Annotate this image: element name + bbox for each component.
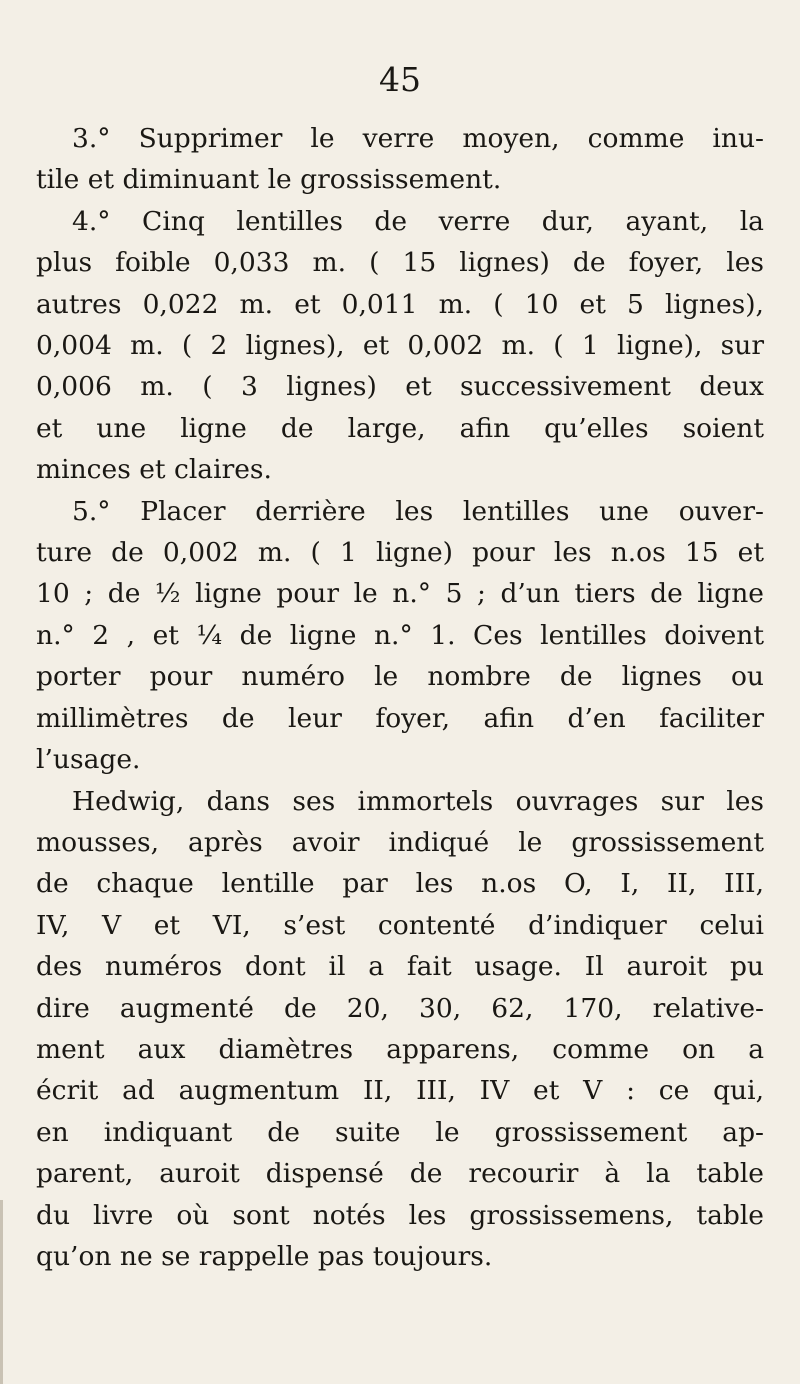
text-line: de chaque lentille par les n.os O, I, II, III, <box>36 868 764 900</box>
text-line: autres 0,022 m. et 0,011 m. ( 10 et 5 lignes), <box>36 288 764 320</box>
text-line: parent, auroit dispensé de recourir à la table <box>36 1158 764 1190</box>
text-line: en indiquant de suite le grossissement ap- <box>36 1116 764 1148</box>
text-line: plus foible 0,033 m. ( 15 lignes) de foyer, les <box>36 247 764 279</box>
text-line: 3.° Supprimer le verre moyen, comme inu- <box>72 123 764 154</box>
body-text <box>36 118 764 1277</box>
text-line: 0,004 m. ( 2 lignes), et 0,002 m. ( 1 ligne), sur <box>36 330 764 362</box>
text-line: ture de 0,002 m. ( 1 ligne) pour les n.os 15 et <box>36 537 764 569</box>
text-line: tile et diminuant le grossissement. <box>36 164 502 196</box>
text-line: n.° 2 , et ¼ de ligne n.° 1. Ces lentilles doivent <box>36 619 764 651</box>
page-number: 45 <box>379 60 421 99</box>
text-line: 10 ; de ½ ligne pour le n.° 5 ; d’un tiers de ligne <box>36 578 764 610</box>
text-line: ment aux diamètres apparens, comme on a <box>36 1033 764 1065</box>
text-line: minces et claires. <box>36 454 272 486</box>
text-line: écrit ad augmentum II, III, IV et V : ce qui, <box>36 1075 764 1107</box>
text-line: des numéros dont il a fait usage. Il auroit pu <box>36 951 764 983</box>
text-line: et une ligne de large, afin qu’elles soient <box>36 412 764 444</box>
text-line: 5.° Placer derrière les lentilles une ouver- <box>72 495 764 527</box>
text-line: porter pour numéro le nombre de lignes ou <box>36 661 764 693</box>
text-line: IV, V et VI, s’est contenté d’indiquer celui <box>36 909 764 941</box>
text-line: l’usage. <box>36 744 141 776</box>
text-line: 4.° Cinq lentilles de verre dur, ayant, la <box>72 205 764 237</box>
text-line: 0,006 m. ( 3 lignes) et successivement deux <box>36 371 764 403</box>
scan-edge-line <box>0 1200 3 1384</box>
text-line: dire augmenté de 20, 30, 62, 170, relative- <box>36 992 764 1024</box>
text-line: du livre où sont notés les grossissemens, table <box>36 1199 764 1231</box>
text-line: millimètres de leur foyer, afin d’en faciliter <box>36 702 764 734</box>
text-line: mousses, après avoir indiqué le grossissement <box>36 826 764 858</box>
text-line: qu’on ne se rappelle pas toujours. <box>36 1240 493 1272</box>
text-line: Hedwig, dans ses immortels ouvrages sur les <box>72 785 764 817</box>
